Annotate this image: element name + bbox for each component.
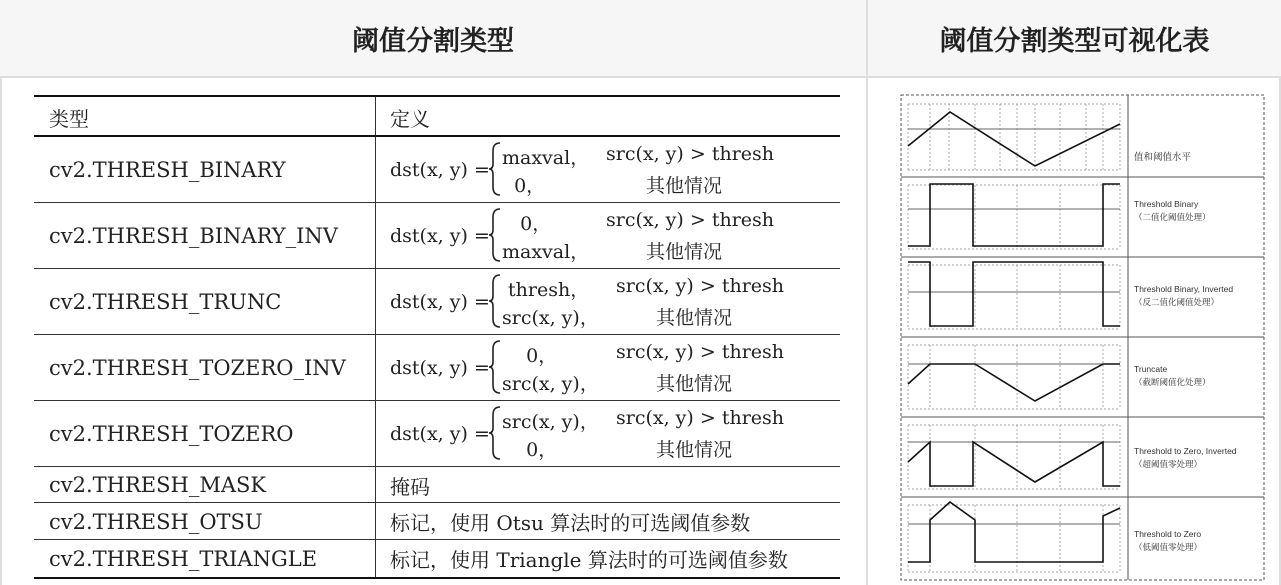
type-name: cv2.THRESH_TOZERO	[49, 422, 294, 446]
label-value-threshold: 值和阈值水平	[1134, 152, 1192, 163]
type-name: cv2.THRESH_TRIANGLE	[49, 546, 318, 571]
case1-cond: src(x, y) > thresh	[616, 341, 785, 363]
type-name: cv2.THRESH_BINARY_INV	[49, 224, 338, 248]
table-row	[34, 401, 840, 467]
binary-signal	[908, 184, 1120, 246]
case2-value: 0，	[502, 175, 546, 197]
formula	[390, 137, 830, 203]
formula	[390, 203, 830, 269]
type-definition: 标记，使用 Triangle 算法时的可选阈值参数	[390, 548, 788, 572]
label-to-zero-cn: （低阈值零处理）	[1134, 542, 1203, 552]
label-binary-inverted: Threshold Binary, Inverted	[1134, 284, 1234, 294]
label-truncate: Truncate	[1134, 364, 1168, 374]
case1-value: thresh，	[502, 279, 590, 301]
frame-left	[0, 0, 2, 585]
table-row	[34, 335, 840, 401]
case2-value: src(x, y)，	[502, 373, 599, 395]
left-header: 阈值分割类型	[0, 0, 866, 76]
formula	[390, 335, 830, 401]
formula-lhs: dst(x, y) =	[390, 159, 490, 181]
table-row	[34, 269, 840, 335]
case2-value: maxval，	[502, 241, 590, 263]
to-zero-inverted-signal	[908, 442, 1120, 486]
column-divider	[866, 0, 868, 585]
header-divider	[0, 76, 1281, 78]
panel-binary-inverted	[908, 262, 1120, 329]
label-binary-cn: （二值化阈值处理）	[1134, 212, 1211, 222]
col-type-header: 类型	[49, 106, 89, 131]
case2-cond: 其他情况	[656, 307, 733, 329]
label-binary-inverted-cn: （反二值化阈值处理）	[1134, 297, 1220, 307]
table-row	[34, 203, 840, 269]
binary-inverted-signal	[908, 262, 1120, 326]
case1-value: src(x, y)，	[502, 411, 599, 433]
table-bottom-rule	[34, 577, 840, 579]
brace-icon	[488, 273, 502, 329]
brace-icon	[488, 405, 502, 461]
right-header: 阈值分割类型可视化表	[868, 0, 1281, 76]
label-to-zero: Threshold to Zero	[1134, 529, 1202, 539]
panel-value-threshold	[908, 104, 1120, 170]
type-name: cv2.THRESH_BINARY	[49, 158, 286, 182]
threshold-type-table	[34, 95, 840, 579]
case1-cond: src(x, y) > thresh	[606, 209, 775, 231]
brace-icon	[488, 339, 502, 395]
panel-truncate	[908, 345, 1120, 409]
table-header-row	[34, 97, 840, 137]
formula-lhs: dst(x, y) =	[390, 357, 490, 379]
formula	[390, 401, 830, 467]
case2-cond: 其他情况	[646, 175, 723, 197]
formula	[390, 269, 830, 335]
brace-icon	[488, 141, 502, 197]
type-name: cv2.THRESH_OTSU	[49, 509, 263, 534]
label-truncate-cn: （截断阈值化处理）	[1134, 377, 1211, 387]
panel-to-zero-inverted	[908, 425, 1120, 489]
to-zero-signal	[908, 502, 1120, 562]
case1-value: 0，	[502, 213, 552, 235]
type-name: cv2.THRESH_MASK	[49, 473, 267, 497]
table-row	[34, 467, 840, 503]
table-row	[34, 503, 840, 540]
truncate-signal	[908, 364, 1120, 401]
panel-to-zero	[908, 502, 1120, 572]
case2-cond: 其他情况	[646, 241, 723, 263]
case1-value: 0，	[502, 345, 558, 367]
case1-cond: src(x, y) > thresh	[606, 143, 775, 165]
case1-cond: src(x, y) > thresh	[616, 407, 785, 429]
panel-binary	[908, 184, 1120, 249]
brace-icon	[488, 207, 502, 263]
case2-cond: 其他情况	[656, 373, 733, 395]
label-binary: Threshold Binary	[1134, 199, 1199, 209]
table-row	[34, 540, 840, 577]
threshold-visualization	[900, 94, 1265, 581]
case1-cond: src(x, y) > thresh	[616, 275, 785, 297]
col-def-header: 定义	[390, 106, 430, 131]
type-definition: 标记，使用 Otsu 算法时的可选阈值参数	[390, 511, 751, 535]
formula-lhs: dst(x, y) =	[390, 291, 490, 313]
case2-cond: 其他情况	[656, 439, 733, 461]
case1-value: maxval，	[502, 147, 590, 169]
label-to-zero-inverted: Threshold to Zero, Inverted	[1134, 446, 1237, 456]
case2-value: 0，	[502, 439, 558, 461]
type-name: cv2.THRESH_TOZERO_INV	[49, 356, 346, 380]
formula-lhs: dst(x, y) =	[390, 225, 490, 247]
label-to-zero-inverted-cn: （超阈值零处理）	[1134, 459, 1203, 469]
case2-value: src(x, y)，	[502, 307, 599, 329]
type-name: cv2.THRESH_TRUNC	[49, 290, 282, 314]
formula-lhs: dst(x, y) =	[390, 423, 490, 445]
type-definition: 掩码	[390, 474, 430, 499]
table-row	[34, 137, 840, 203]
source-signal	[908, 112, 1120, 166]
